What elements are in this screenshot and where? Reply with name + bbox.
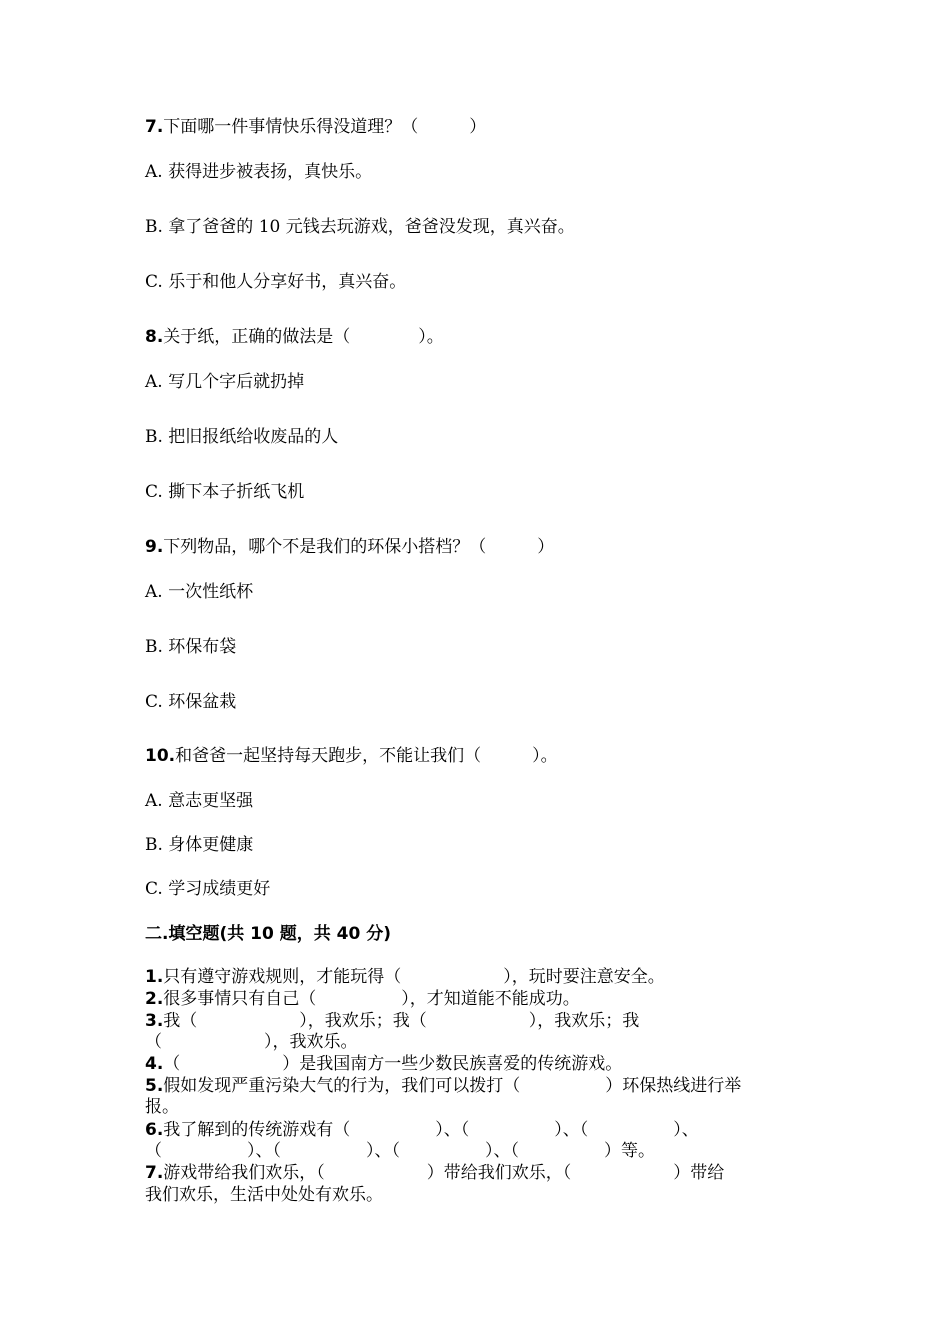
question-9-option-a: A. 一次性纸杯	[145, 582, 254, 602]
fill-line-6	[145, 1120, 699, 1141]
fill-text: 我（ ），我欢乐；我（ ），我欢乐；我	[163, 1011, 640, 1031]
question-8-option-b: B. 把旧报纸给收废品的人	[145, 427, 339, 447]
question-9-option-b: B. 环保布袋	[145, 637, 237, 657]
fill-line-3	[145, 1011, 639, 1032]
fill-line-1	[145, 967, 665, 988]
fill-text: （ ）、（ ）、（ ）、（ ）等。	[145, 1141, 655, 1161]
question-number: 2.	[145, 989, 164, 1009]
question-7-option-a: A. 获得进步被表扬，真快乐。	[145, 162, 373, 182]
question-number: 7.	[145, 117, 164, 137]
question-number: 7.	[145, 1163, 164, 1183]
question-10-option-a: A. 意志更坚强	[145, 791, 254, 811]
question-10-option-b: B. 身体更健康	[145, 835, 254, 855]
question-text: 和爸爸一起坚持每天跑步，不能让我们（ ）。	[175, 746, 558, 766]
fill-line-7	[145, 1163, 724, 1184]
fill-line-6-cont	[145, 1141, 655, 1162]
fill-text: 我了解到的传统游戏有（ ）、（ ）、（ ）、	[163, 1120, 699, 1140]
question-text: 下面哪一件事情快乐得没道理？（ ）	[163, 117, 487, 137]
section-title: 二.填空题(共 10 题，共 40 分)	[145, 924, 391, 944]
question-8-option-c: C. 撕下本子折纸飞机	[145, 482, 305, 502]
question-8-option-a: A. 写几个字后就扔掉	[145, 372, 305, 392]
question-9-option-c: C. 环保盆栽	[145, 692, 237, 712]
question-number: 4.	[145, 1054, 164, 1074]
fill-text: 游戏带给我们欢乐，（ ）带给我们欢乐，（ ）带给	[163, 1163, 725, 1183]
question-number: 9.	[145, 537, 164, 557]
question-number: 6.	[145, 1120, 164, 1140]
question-number: 10.	[145, 746, 176, 766]
question-number: 3.	[145, 1011, 164, 1031]
fill-line-5	[145, 1076, 741, 1097]
question-10-title	[145, 745, 558, 767]
fill-text: 假如发现严重污染大气的行为，我们可以拨打（ ）环保热线进行举	[163, 1076, 742, 1096]
question-text: 关于纸，正确的做法是（ ）。	[163, 327, 444, 347]
question-number: 5.	[145, 1076, 164, 1096]
fill-line-7-cont	[145, 1185, 383, 1206]
fill-text: 报。	[145, 1097, 179, 1117]
fill-line-5-cont	[145, 1097, 179, 1118]
fill-line-2	[145, 989, 580, 1010]
question-number: 8.	[145, 327, 164, 347]
fill-line-3-cont	[145, 1032, 358, 1053]
question-8-title	[145, 326, 444, 348]
question-text: 下列物品，哪个不是我们的环保小搭档？（ ）	[163, 537, 555, 557]
fill-text: 很多事情只有自己（ ），才知道能不能成功。	[163, 989, 580, 1009]
fill-text: （ ），我欢乐。	[145, 1032, 358, 1052]
question-7-title	[145, 116, 486, 138]
fill-text: 只有遵守游戏规则，才能玩得（ ），玩时要注意安全。	[163, 967, 665, 987]
question-9-title	[145, 536, 554, 558]
fill-text: （ ）是我国南方一些少数民族喜爱的传统游戏。	[163, 1054, 623, 1074]
question-7-option-c: C. 乐于和他人分享好书，真兴奋。	[145, 272, 407, 292]
question-7-option-b: B. 拿了爸爸的 10 元钱去玩游戏，爸爸没发现，真兴奋。	[145, 217, 575, 237]
fill-text: 我们欢乐，生活中处处有欢乐。	[145, 1185, 383, 1205]
fill-line-4	[145, 1054, 622, 1075]
question-number: 1.	[145, 967, 164, 987]
question-10-option-c: C. 学习成绩更好	[145, 879, 271, 899]
